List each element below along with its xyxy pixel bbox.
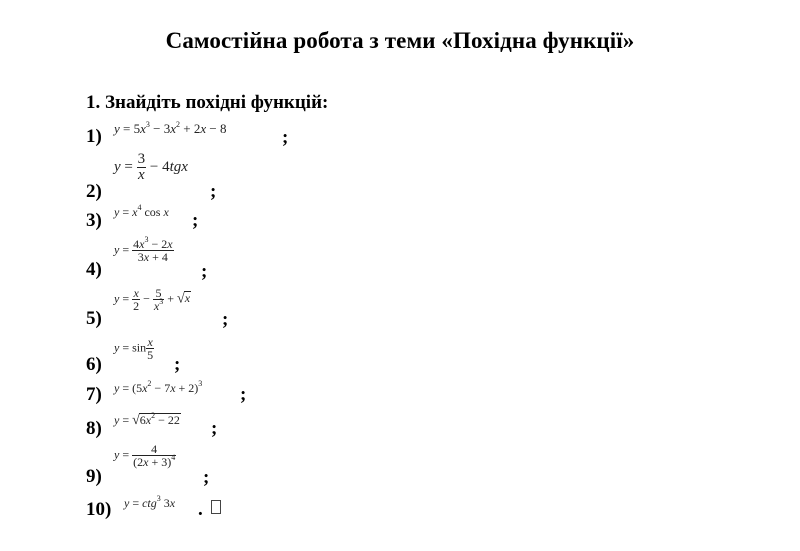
punct-1: ; <box>282 127 289 148</box>
item-number-4: 4) <box>86 259 102 280</box>
formula-6: y = sin $\frac{x}{5}$ <box>114 335 154 362</box>
formula-3: $y = x^4$ cos x <box>114 203 169 219</box>
item-number-1: 1) <box>86 126 102 147</box>
item-number-8: 8) <box>86 418 102 439</box>
formula-9: y = $\frac{4}{(2x + 3)^4}$ <box>114 442 176 469</box>
formula-4: y = $\frac{4x^3 - 2x}{3x + 4}$ <box>114 235 173 264</box>
formula-8: $y = √6x^2 - 22$ <box>114 411 180 428</box>
punct-7: ; <box>240 384 247 405</box>
formula-1: $y = 5x^3 - 3x^2 + 2x - 8$ <box>114 120 227 136</box>
formula-5: y = $\frac{x}{2}$ − $\frac{5}{x^3}$ + √x <box>114 286 191 313</box>
punct-3: ; <box>192 210 199 231</box>
item-number-3: 3) <box>86 210 102 231</box>
item-number-2: 2) <box>86 181 102 202</box>
punct-10: . <box>198 499 203 520</box>
item-number-9: 9) <box>86 466 102 487</box>
formula-2: y = $\frac{3}{x}$ − 4tgx <box>114 151 188 183</box>
formula-7: $y = (5x^2 - 7x + 2)^3$ <box>114 379 203 395</box>
item-number-7: 7) <box>86 384 102 405</box>
punct-6: ; <box>174 354 181 375</box>
item-number-6: 6) <box>86 354 102 375</box>
punct-9: ; <box>203 467 210 488</box>
punct-8: ; <box>211 418 218 439</box>
punct-4: ; <box>201 261 208 282</box>
missing-glyph-box <box>211 500 221 514</box>
task-heading: 1. Знайдіть похідні функцій: <box>86 92 329 113</box>
formula-10: y = ctg$^3$ 3x <box>124 494 176 510</box>
punct-5: ; <box>222 309 229 330</box>
punct-2: ; <box>210 181 217 202</box>
page-title: Самостійна робота з теми «Похідна функції» <box>165 28 635 53</box>
item-number-10: 10) <box>86 499 112 520</box>
item-number-5: 5) <box>86 308 102 329</box>
